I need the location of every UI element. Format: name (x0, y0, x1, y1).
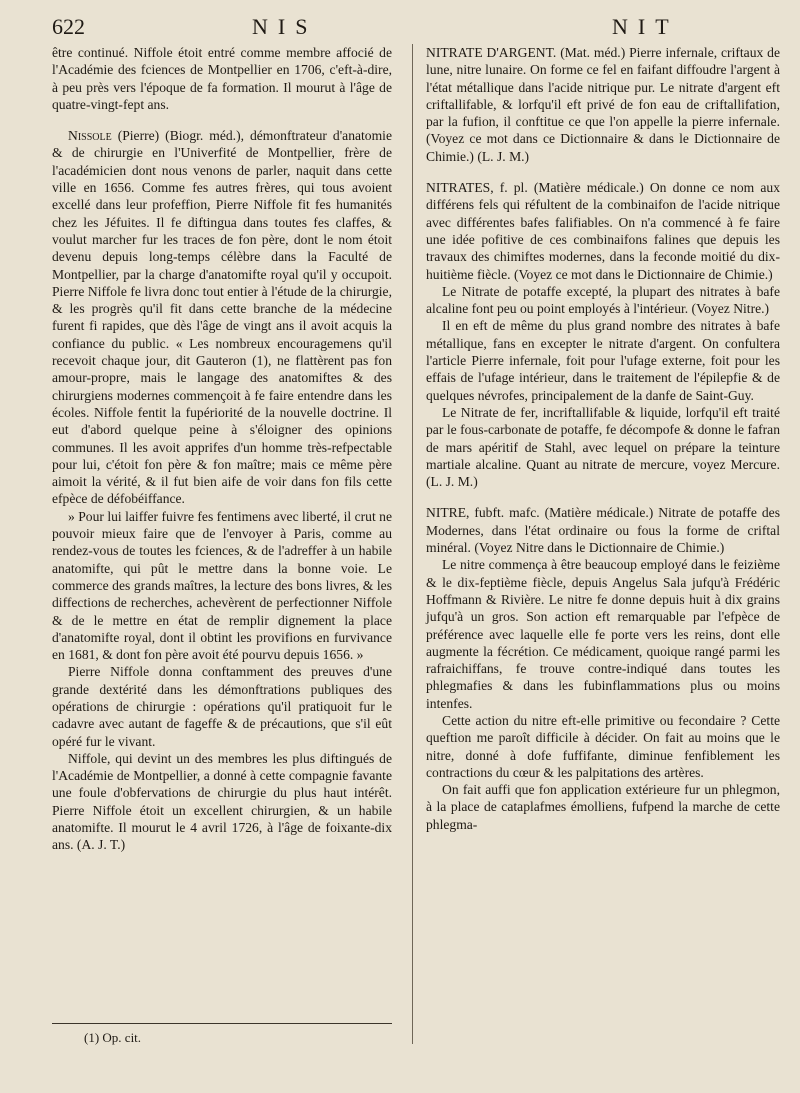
entry-nissole (52, 127, 392, 508)
entry-body: f. pl. (Matière médicale.) On donne ce nom aux différens fels qui réfultent de la combinaifon de l'acide nitrique avec différentes bafes falifiables. On n'a commencé à fe faire une idée pofitive de ces combinaifons falines que depuis les travaux des chimiftes modernes, dans la feconde moitié du dix-huitième fiècle. (Voyez ce mot dans le Dictionnaire de Chimie.) (426, 180, 781, 282)
entry-headword: NITRE, (426, 505, 470, 521)
footnote-rule (52, 1023, 392, 1024)
paragraph: Le Nitrate de fer, incriftallifable & liquide, lorfqu'il eft traité par le fous-carbonate de potaffe, fe décompofe & donne le fafran de mars apéritif de Stahl, avec lequel on prépare la teinture martiale alcaline. Quant au nitrate de mercure, voyez Mercure. (L. J. M.) (426, 404, 780, 490)
entry-headword: Nissole (68, 128, 112, 144)
entry-body: (Mat. méd.) Pierre infernale, criftaux de lune, nitre lunaire. On forme ce fel en faifant diffoudre l'argent à l'état métallique dans l'acide nitrique pur. Le nitrate d'argent eft criftallifable, & lorfqu'il eft privé de fon eau de criftallifation, par la fufion, il conftitue ce que l'on appelle la pierre infernale. (Voyez ce mot dans ce Dictionnaire & dans le Dictionnaire de Chimie.) (L. J. M.) (426, 45, 780, 164)
entry-headword: NITRATE D'ARGENT. (426, 45, 557, 60)
right-column (426, 44, 780, 833)
paragraph: On fait auffi que fon application extérieure fur un phlegmon, à la place de cataplafmes émolliens, fufpend la marche de cette phlegma- (426, 782, 780, 832)
running-head-left: NIS (252, 14, 318, 39)
running-head-right: NIT (612, 14, 679, 39)
entry-body: fubft. mafc. (Matière médicale.) Nitrate de potaffe des Modernes, dans l'état ordinaire ou fous la forme de criftal minéral. (Voyez Nitre dans le Dictionnaire de Chimie.) (426, 505, 780, 556)
paragraph: Pierre Niffole donna conftamment des preuves d'une grande dextérité dans les démonftrations publiques des opérations de chirurgie : opérations qu'il pratiquoit fur le cadavre avec autant de fageffe & de précautions, que s'il eût opéré fur le vivant. (52, 664, 392, 749)
page-number: 622 (52, 14, 85, 39)
paragraph: Niffole, qui devint un des membres les plus diftingués de l'Académie de Montpellier, a donné à cette compagnie favante une foule d'obfervations de chirurgie du plus haut intérêt. Pierre Niffole étoit un excellent chirurgien, & un habile anatomifte. Il mourut le 4 avril 1726, à l'âge de foixante-dix ans. (A. J. T.) (52, 750, 392, 853)
entry-nitrate-argent (426, 44, 780, 165)
footnote: (1) Op. cit. (84, 1030, 142, 1045)
left-column (52, 44, 392, 854)
paragraph: Le nitre commença à être beaucoup employé dans le feizième & le dix-feptième fiècle, depuis Angelus Sala jufqu'à Frédéric Hoffmann & Rivière. Le nitre fe donne depuis huit à dix grains jufqu'à un gros. Son action eft remarquable par l'efpèce de préférence avec laquelle elle fe porte vers les reins, dont elle augmente la fécrétion. Ce médicament, quoique rangé parmi les rafraichiffans, fe trouve contre-indiqué dans toutes les phlegmafies & dans les fubinflammations plus ou moins intenfes. (426, 557, 780, 711)
column-divider (412, 44, 413, 1044)
paragraph: être continué. Niffole étoit entré comme membre affocié de l'Académie des fciences de Montpellier en 1706, c'eft-à-dire, à peu près vers l'époque de fa formation. Il mourut à l'âge de quatre-vingt-fept ans. (52, 45, 392, 112)
paragraph: Cette action du nitre eft-elle primitive ou fecondaire ? Cette queftion me paroît difficile à décider. On fait au moins que le nitre, donné à dofe fuffifante, diminue fenfiblement les contractions du cœur & les palpitations des artères. (426, 712, 780, 780)
page-header (52, 14, 770, 40)
entry-nitrates (426, 179, 780, 283)
paragraph: Le Nitrate de potaffe excepté, la plupart des nitrates à bafe alcaline font peu ou point employés à l'intérieur. (Voyez Nitre.) (426, 283, 780, 317)
entry-body: (Pierre) (Biogr. méd.), démonftrateur d'anatomie & de chirurgie en l'Univerfité de Montpellier, frère de l'académicien dont nous venons de parler, naquit dans cette ville en 1656. Comme fes autres frères, qui tous avoient excellé dans leur profeffion, Pierre Niffole fit fes humanités chez les Jéfuites. Il fe diftingua dans toutes fes claffes, & voulut marcher fur les traces de fon père, dont le nom étoit devenu depuis long-temps célèbre dans la Faculté de Montpellier, par la charge d'anatomifte royal qu'il y occupoit. Pierre Niffole fe livra donc tout entier à l'étude de la chirurgie, & les progrès qu'il fit dans cette branche de la médecine furent fi rapides, que dès l'âge de vingt ans il avoit acquis la confiance du public. « Les nombreux encouragemens qu'il recevoit chaque jour, dit Gauteron (1), ne flattèrent pas fon amour-propre, mais le langage des anatomiftes & des chirurgiens modernes commençoit à fe faire entendre dans les écoles. Niffole fentit la fupériorité de la nouvelle doctrine. Il eut d'abord quelque peine à s'éloigner des opinions communes. Il les avoit apprifes d'un homme très-refpectable pour lui, c'étoit fon père & fon maître; mais ce même père aimoit la vérité, & il fut bien aife de voir dans fon fils cette efpèce de défobéiffance. (52, 128, 392, 507)
paragraph: Il en eft de même du plus grand nombre des nitrates à bafe métallique, fans en excepter le nitrate d'argent. On confultera l'article Pierre infernale, foit pour l'ufage externe, foit pour les effais de l'ufage intérieur, dans le traitement de l'épilepfie & de quelques névrofes, principalement de la danfe de Saint-Guy. (426, 318, 780, 403)
entry-nitre (426, 504, 780, 556)
paragraph: » Pour lui laiffer fuivre fes fentimens avec liberté, il crut ne pouvoir mieux faire que de l'envoyer à Paris, comme au rendez-vous de toutes les fciences, & de l'adreffer à un habile anatomifte, qui pût le mettre dans la bonne voie. Le commerce des grands maîtres, la lecture des bons livres, & les diffections de recherches, achevèrent de perfectionner Niffole & de le mettre en état de remplir dignement la place d'anatomifte royal, dont il obtint les provifions en furvivance en 1681, & dont fon père avoit été pourvu depuis 1656. » (52, 508, 392, 663)
entry-headword: NITRATES, (426, 180, 494, 196)
